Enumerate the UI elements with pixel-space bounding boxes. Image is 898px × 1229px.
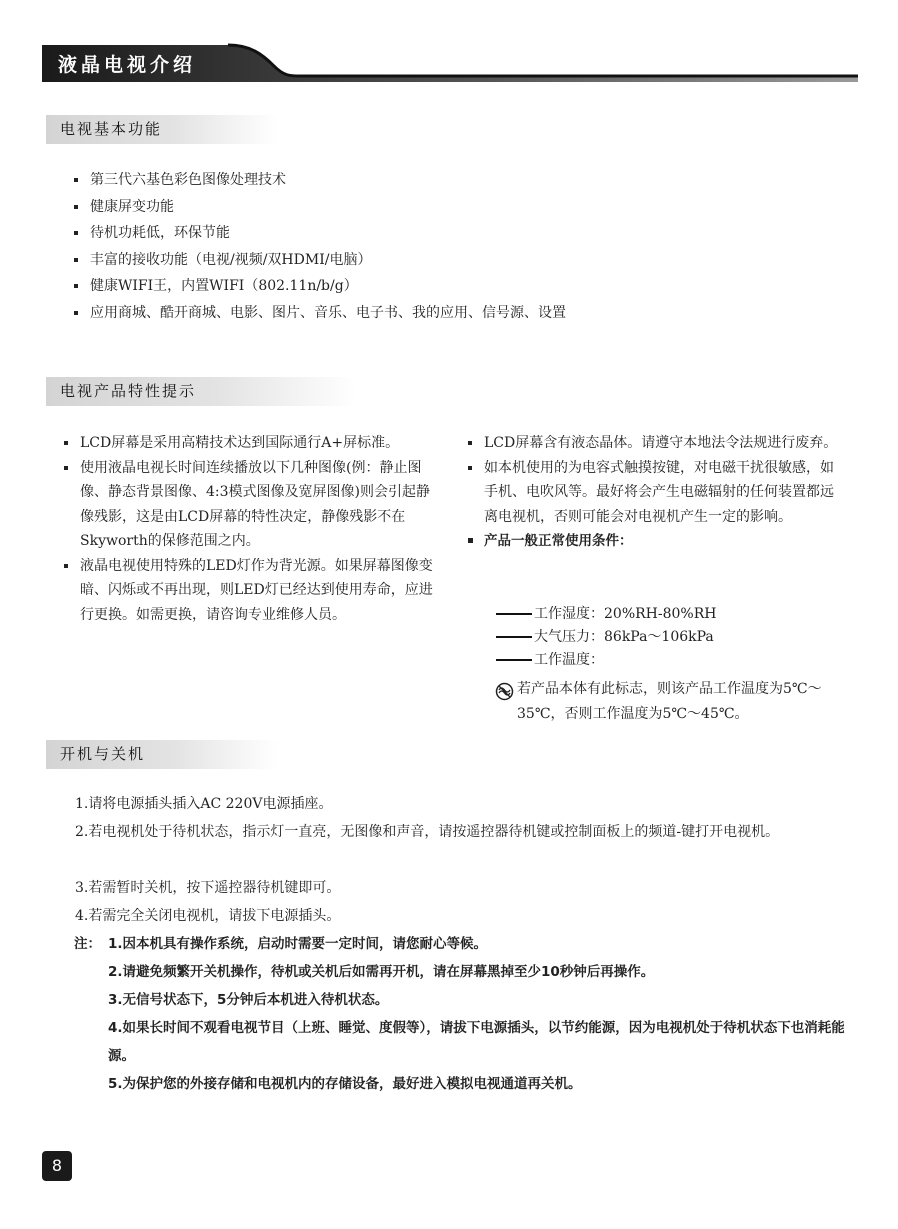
note-item: 1.因本机具有操作系统，启动时需要一定时间，请您耐心等候。 xyxy=(108,936,488,952)
list-item: 健康屏变功能 xyxy=(72,194,712,221)
conditions-heading: 产品一般正常使用条件： xyxy=(466,529,844,554)
section-header-product-features: 电视产品特性提示 xyxy=(46,377,356,406)
list-item: LCD屏幕含有液态晶体。请遵守本地法令法规进行废弃。 xyxy=(466,431,844,456)
list-item: 健康WIFI王，内置WIFI（802.11n/b/g） xyxy=(72,273,712,300)
list-item: 如本机使用的为电容式触摸按键，对电磁干扰很敏感，如手机、电吹风等。最好将会产生电磁辐射的任何装置都远离电视机，否则可能会对电视机产生一定的影响。 xyxy=(466,456,844,530)
note-item: 5.为保护您的外接存储和电视机内的存储设备，最好进入模拟电视通道再关机。 xyxy=(108,1076,582,1092)
list-item: 应用商城、酷开商城、电影、图片、音乐、电子书、我的应用、信号源、设置 xyxy=(72,300,680,327)
power-step: 3.若需暂时关机，按下遥控器待机键即可。 xyxy=(75,880,341,896)
temperature-mark-icon xyxy=(495,682,514,701)
list-item: LCD屏幕是采用高精技术达到国际通行A+屏标准。 xyxy=(62,431,440,456)
list-item: 丰富的接收功能（电视/视频/双HDMI/电脑） xyxy=(72,247,712,274)
power-step: 1.请将电源插头插入AC 220V电源插座。 xyxy=(75,796,333,812)
condition-temperature: 工作温度： xyxy=(496,649,604,671)
note-item: 3.无信号状态下，5分钟后本机进入待机状态。 xyxy=(108,992,389,1008)
condition-pressure: 大气压力：86kPa～106kPa xyxy=(496,626,714,648)
page-title: 液晶电视介绍 xyxy=(58,54,197,76)
notes-label: 注： xyxy=(74,936,101,952)
list-item: 第三代六基色彩色图像处理技术 xyxy=(72,167,712,194)
temperature-note: 若产品本体有此标志，则该产品工作温度为5℃～35℃，否则工作温度为5℃～45℃。 xyxy=(517,681,822,722)
features-right-list xyxy=(466,431,844,554)
power-step: 4.若需完全关闭电视机，请拔下电源插头。 xyxy=(75,908,341,924)
features-left-list xyxy=(62,431,440,627)
condition-humidity: 工作湿度：20%RH-80%RH xyxy=(496,603,716,625)
section-header-basic-functions: 电视基本功能 xyxy=(46,115,278,144)
list-item: 待机功耗低，环保节能 xyxy=(72,220,712,247)
basic-functions-list xyxy=(72,167,712,326)
power-step: 2.若电视机处于待机状态，指示灯一直亮，无图像和声音，请按遥控器待机键或控制面板上的频道-键打开电视机。 xyxy=(75,824,780,840)
section-header-power: 开机与关机 xyxy=(46,740,278,769)
list-item: 液晶电视使用特殊的LED灯作为背光源。如果屏幕图像变暗、闪烁或不再出现，则LED灯已经达到使用寿命，应进行更换。如需更换，请咨询专业维修人员。 xyxy=(62,554,440,628)
list-item: 使用液晶电视长时间连续播放以下几种图像(例：静止图像、静态背景图像、4:3模式图像及宽屏图像)则会引起静像残影，这是由LCD屏幕的特性决定，静像残影不在Skyworth的保修范围之内。 xyxy=(62,456,440,554)
note-item: 4.如果长时间不观看电视节目（上班、睡觉、度假等），请拔下电源插头，以节约能源，因为电视机处于待机状态下也消耗能源。 xyxy=(108,1020,845,1064)
note-item: 2.请避免频繁开关机操作，待机或关机后如需再开机，请在屏幕黑掉至少10秒钟后再操作。 xyxy=(108,964,655,980)
page-number: 8 xyxy=(42,1151,72,1181)
